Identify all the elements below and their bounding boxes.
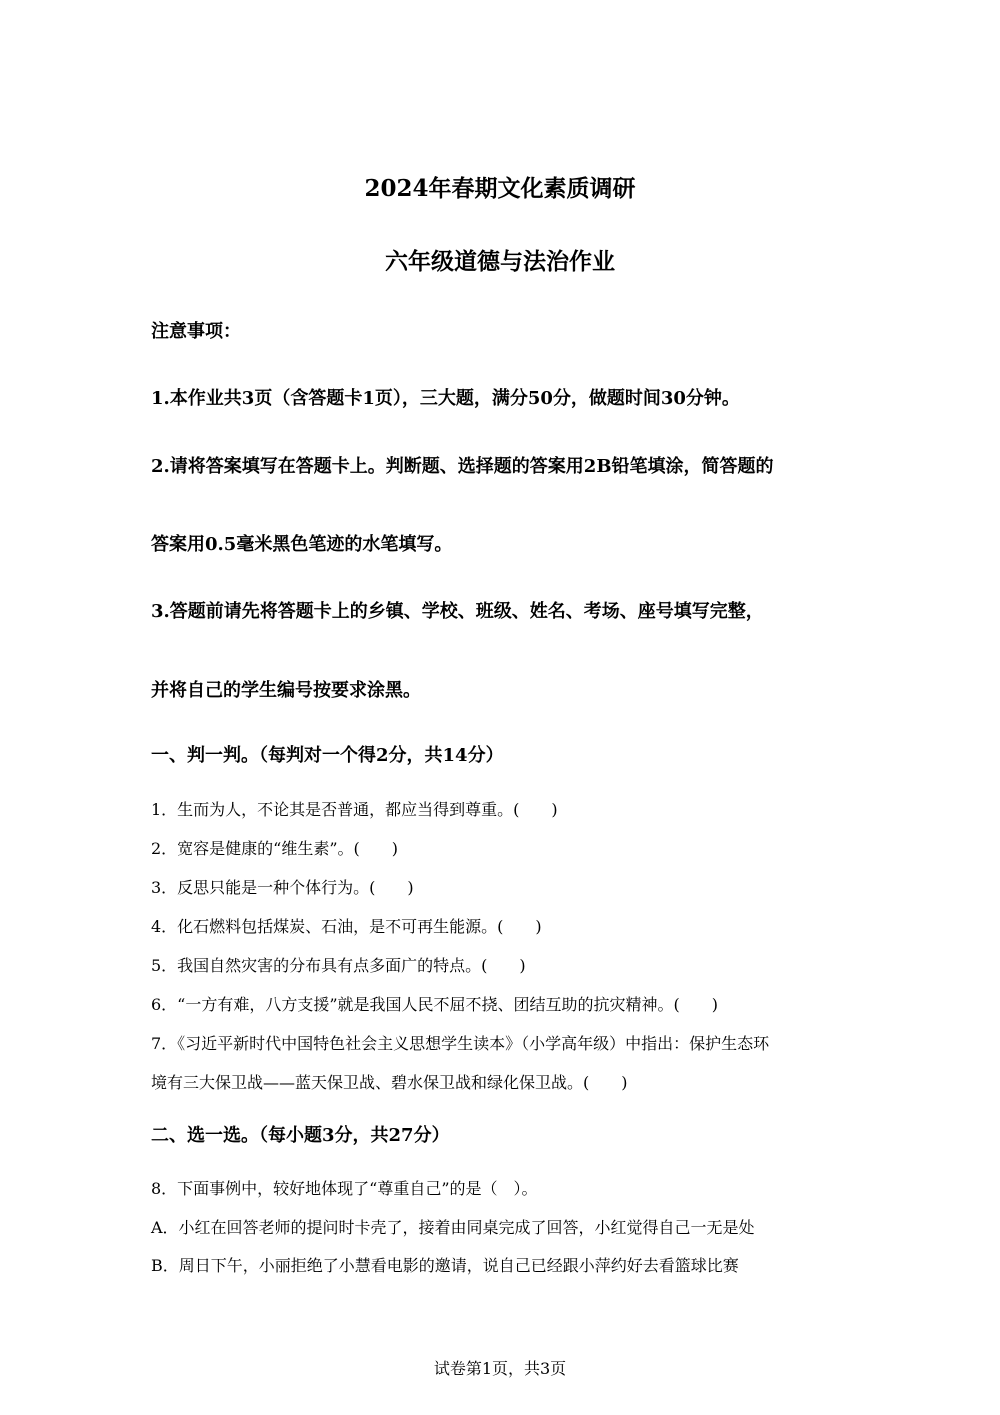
note-line: 并将自己的学生编号按要求涂黑。 xyxy=(151,680,421,701)
question-item: 7．《习近平新时代中国特色社会主义思想学生读本》（小学高年级）中指出：保护生态环 xyxy=(151,1034,770,1053)
page-footer: 试卷第1页，共3页 xyxy=(433,1359,567,1378)
option-a: A．小红在回答老师的提问时卡壳了，接着由同桌完成了回答，小红觉得自己一无是处 xyxy=(151,1218,755,1237)
question-item: 1．生而为人，不论其是否普通，都应当得到尊重。( ) xyxy=(151,800,558,819)
exam-subtitle: 六年级道德与法治作业 xyxy=(385,248,615,275)
section2-heading: 二、选一选。（每小题3分，共27分） xyxy=(151,1125,450,1146)
question-item: 8．下面事例中，较好地体现了“尊重自己”的是（ ）。 xyxy=(151,1179,538,1198)
notes-heading: 注意事项： xyxy=(151,321,241,342)
section1-heading: 一、判一判。（每判对一个得2分，共14分） xyxy=(151,745,504,766)
question-item: 2．宽容是健康的“维生素”。( ) xyxy=(151,839,399,858)
note-line: 3.答题前请先将答题卡上的乡镇、学校、班级、姓名、考场、座号填写完整， xyxy=(151,601,764,622)
note-line: 答案用0.5毫米黑色笔迹的水笔填写。 xyxy=(151,534,453,555)
question-item: 3．反思只能是一种个体行为。( ) xyxy=(151,878,414,897)
exam-title: 2024年春期文化素质调研 xyxy=(364,175,636,202)
question-item: 6．“一方有难，八方支援”就是我国人民不屈不挠、团结互助的抗灾精神。( ) xyxy=(151,995,719,1014)
question-item: 4．化石燃料包括煤炭、石油，是不可再生能源。( ) xyxy=(151,917,542,936)
question-item-continued: 境有三大保卫战——蓝天保卫战、碧水保卫战和绿化保卫战。( ) xyxy=(151,1073,628,1092)
note-line: 1.本作业共3页（含答题卡1页），三大题，满分50分，做题时间30分钟。 xyxy=(151,388,740,409)
question-item: 5．我国自然灾害的分布具有点多面广的特点。( ) xyxy=(151,956,526,975)
option-b: B．周日下午，小丽拒绝了小慧看电影的邀请，说自己已经跟小萍约好去看篮球比赛 xyxy=(151,1256,739,1275)
note-line: 2.请将答案填写在答题卡上。判断题、选择题的答案用2B铅笔填涂，简答题的 xyxy=(151,456,774,477)
